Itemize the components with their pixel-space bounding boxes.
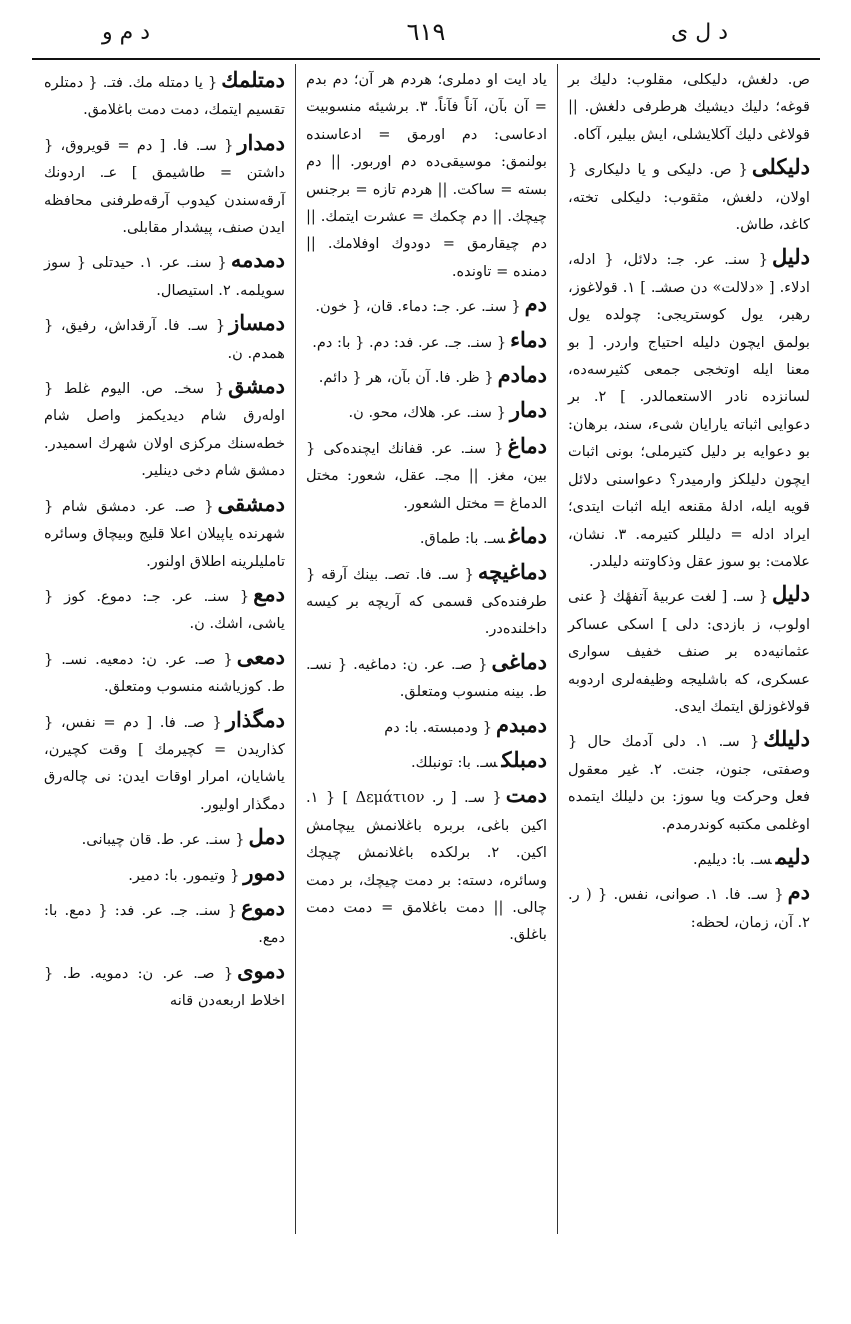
header-rule	[32, 58, 820, 60]
dictionary-entry	[306, 746, 547, 776]
dictionary-entry	[306, 66, 547, 285]
entry-definition: { ص. دلیکی و یا دلیکاری { اولان، دلغش، مثقوب: دلیکلی تخته، کاغد، طاش.	[568, 161, 810, 234]
entry-definition: { سنـ. عر. قفانك ایچنده‌کی { بین، مغز. || مجـ. عقل، شعور: مختل الدماغ = مختل الشعور.	[306, 439, 547, 512]
entry-definition: { سـ. فا. ١. صوانی، نفس. { ( ر. ٢. آن، زمان، لحظه:	[568, 886, 810, 931]
dictionary-entry	[44, 859, 285, 889]
entry-headword: دمساز	[229, 310, 285, 336]
dictionary-entry	[44, 706, 285, 819]
entry-definition: { سنـ. عر. جـ: دماء. قان، { خون.	[315, 298, 521, 316]
page-header	[32, 14, 820, 54]
dictionary-entry	[44, 246, 285, 304]
running-head-right: د ل ی	[671, 20, 728, 45]
dictionary-entry	[44, 643, 285, 701]
dictionary-entry	[568, 725, 810, 838]
entry-headword: دم	[787, 879, 811, 905]
entry-headword: دمور	[243, 859, 285, 885]
dictionary-entry	[306, 290, 547, 320]
dictionary-entry	[568, 580, 810, 720]
dictionary-entry	[44, 823, 285, 853]
dictionary-entry	[44, 66, 285, 124]
entry-definition: { صـ. عر. ن: دمویه. ط. { اخلاط اربعه‌دن قانه	[44, 964, 285, 1010]
entry-headword: دماغ	[509, 523, 547, 549]
entry-headword: دلیم	[775, 843, 810, 869]
dictionary-entry	[306, 522, 547, 552]
entry-headword: دلیل	[772, 581, 810, 607]
entry-definition: { وتیمور. با: دمیر.	[128, 866, 240, 884]
entry-definition: { یا دمتله مك. فتـ. { دمتلره تقسیم ایتمك، دمت دمت باغلامق.	[44, 74, 285, 119]
running-head-left: د م و	[102, 20, 151, 45]
dictionary-entry	[306, 432, 547, 517]
entry-headword: دماغیچه	[477, 558, 547, 584]
entry-headword: دماغ	[507, 432, 547, 458]
entry-headword: دلیلك	[763, 726, 810, 752]
entry-definition: { سنـ. جـ. عر. فد: دم. { با: دم.	[312, 333, 507, 351]
entry-headword: دمگذار	[225, 706, 285, 732]
entry-headword: دمع	[253, 580, 285, 606]
entry-definition: { سخـ. ص. الیوم غلط { اوله‌رق شام دیدیکمز واصل شام خطه‌سنك مرکزی اولان شهرك اسمیدر. دمشق شام دخی دینلیر.	[44, 380, 285, 480]
entry-headword: دمشق	[228, 373, 285, 399]
dictionary-entry	[44, 957, 285, 1015]
entry-headword: دمعی	[236, 643, 285, 669]
entry-definition: { ظر. فا. آن بآن، هر { دائم.	[318, 369, 494, 387]
entry-headword: دموع	[241, 894, 285, 920]
entry-definition: { صـ. عر. ن: دماغیه. { نسـ. ط. بینه منسوب ومتعلق.	[306, 655, 547, 701]
dictionary-entry	[568, 66, 810, 148]
entry-headword: دموی	[237, 957, 285, 983]
entry-headword: دم	[524, 291, 547, 317]
entry-headword: دمدار	[237, 129, 285, 155]
dictionary-entry	[306, 781, 547, 948]
dictionary-columns	[32, 64, 820, 1234]
column-center	[296, 64, 558, 1234]
entry-headword: دماء	[510, 326, 547, 352]
entry-definition: سـ. با: طماق.	[419, 530, 506, 548]
entry-headword: دلیکلی	[751, 154, 810, 180]
dictionary-entry	[44, 372, 285, 485]
entry-headword: دمدمه	[230, 247, 285, 273]
dictionary-entry	[568, 243, 810, 575]
dictionary-entry	[44, 490, 285, 575]
dictionary-entry	[44, 894, 285, 952]
dictionary-entry	[306, 326, 547, 356]
entry-definition: ص. دلغش، دلیکلی، مقلوب: دلیك بر قوغه؛ دلیك دیشیك هرطرفی دلغش. || قولاغی دلیك آکلایشلی، ایش بیلیر، آکاه.	[568, 71, 810, 143]
dictionary-entry	[568, 153, 810, 238]
entry-headword: دمار	[509, 397, 547, 423]
entry-definition: { سنـ. عر. جـ: دموع. کوز { یاشی، اشك. ن.	[44, 587, 285, 633]
entry-definition: { سنـ. عر. ط. قان چیبانی.	[81, 831, 245, 849]
dictionary-entry	[306, 361, 547, 391]
entry-headword: دمشقی	[217, 490, 285, 516]
entry-headword: دماغی	[491, 648, 547, 674]
dictionary-entry	[44, 580, 285, 638]
dictionary-entry	[306, 648, 547, 706]
entry-definition: { سـ. فا. تصـ. بینك آرقه { طرفنده‌کی قسمی که آریچه بر کیسه داخلنده‌در.	[306, 565, 547, 638]
entry-definition: { سـ. [ لغت عربیهٔ آتفهٔك { عنی اولوب، ز بازدی: دلی ] اسکی عساکر عثمانیه‌ده بر صنف خفیف سواری عسکری، که باشلیجه وظیفه‌لری اردوبه قولاغوزلق ایتمك ایدی.	[568, 588, 810, 715]
entry-headword: دلیل	[772, 244, 810, 270]
entry-headword: دمت	[505, 782, 547, 808]
entry-definition: { سـ. فا. [ دم = قویروق، { داشتن = طاشیمق ] عـ. اردونك آرقه‌سندن کیدوب آرقه‌طرفنی محافظه ایدن صنف، پیشدار مقابلی.	[44, 136, 285, 237]
dictionary-entry	[306, 558, 547, 643]
entry-definition: یاد ایت او دملری؛ هردم هر آن؛ دم بدم = آن بآن، آناً فآناً. ٣. برشیئه منسوبیت ادعاسی: دم اورمق = ادعاسنده بولنمق: موسیقی‌ده دم اوربور. || دم بسته = ساکت. || هردم تازه = برجنس چیچك. || دم چکمك = عشرت ایتمك. || دم چیقارمق = دودوك اوفلامك. || دمنده = تاونده.	[306, 71, 547, 280]
entry-definition: { سنـ. عر. ١. حیدتلی { سوز سویلمه. ٢. استیصال.	[44, 254, 285, 299]
entry-definition: { سـ. ١. دلی آدمك حال { وصفتی، جنون، جنت. ٢. غیر معقول فعل وحرکت ویا سوز: بن دلیلك ایتمده اوغلمی مکتبه کوندرمدم.	[568, 733, 810, 833]
entry-definition: { سـ. [ ر. Δεμάτιον ] { ١. اکین باغی، بربره باغلانمش ییچامش اکین. ٢. برلکده باغلانمش چیچك وسائره، دسته: بر دمت چیچك، بر دمت چالی. || دمت باغلامق = دمت دمت باغلق.	[306, 789, 547, 944]
entry-definition: { سنـ. جـ. عر. فد: { دمع. با: دمع.	[44, 901, 285, 947]
entry-definition: سـ. با: دیلیم.	[692, 850, 772, 868]
entry-headword: دمل	[248, 824, 285, 850]
entry-definition: { صـ. عر. ن: دمعیه. نسـ. { ط. کوزیاشنه منسوب ومتعلق.	[44, 650, 285, 696]
entry-definition: { ودمبسته. با: دم	[384, 718, 493, 736]
dictionary-entry	[44, 309, 285, 367]
entry-definition: { سـ. فا. آرقداش، رفیق، { همدم. ن.	[44, 317, 285, 362]
entry-definition: سـ. با: تونبلك.	[411, 753, 498, 771]
column-right	[558, 64, 820, 1234]
entry-definition: { سنـ. عر. جـ: دلائل، { ادله، ادلاء. [ «دلالت» دن صشـ. ] ١. قولاغوز، رهبر، یول کوستریجی: چولده یول بولمق ایچون دلیله احتیاج واردر. [ بو معنا ایله اوتخجی جمعی کثیرسه‌ده، لسانزده نادر الاستعمالدر. ] ٢. بر دعوایی اثباته یارایان شیء، سند، برهان: بو دعوایه بر دلیل کتیرملی؛ بونی اثبات ایچون دلیلکز وارمیدر؟ دعواسنی دلائل قویه ایله، ادلهٔ مقنعه ایله اثبات ایتدی؛ ایراد ادله = دلیللر کتیرمه. ٣. نشان، علامت: بو سوز عقل وذکاوتنه دلیلدر.	[568, 251, 811, 570]
dictionary-entry	[44, 129, 285, 242]
dictionary-entry	[568, 843, 810, 873]
entry-definition: { سنـ. عر. هلاك، محو. ن.	[348, 404, 506, 422]
dictionary-entry	[306, 396, 547, 426]
entry-headword: دمبلك	[501, 746, 547, 772]
page-number: ٦١٩	[406, 18, 446, 46]
dictionary-entry	[306, 711, 547, 741]
entry-headword: دمبدم	[496, 711, 547, 737]
entry-definition: { صـ. عر. دمشق شام { شهرنده یاپیلان اعلا قلیج وبیچاق وسائره تاملیلرینه اطلاق اولنور.	[44, 497, 285, 570]
entry-headword: دمتلمك	[221, 67, 285, 92]
column-left	[34, 64, 296, 1234]
dictionary-entry	[568, 878, 810, 936]
entry-headword: دمادم	[497, 362, 547, 388]
entry-definition: { صـ. فا. [ دم = نفس، { کذاریدن = کچیرمك ] وقت کچیرن، یاشایان، امرار اوقات ایدن: نی چالەرق دمگذار اولیور.	[44, 713, 285, 813]
